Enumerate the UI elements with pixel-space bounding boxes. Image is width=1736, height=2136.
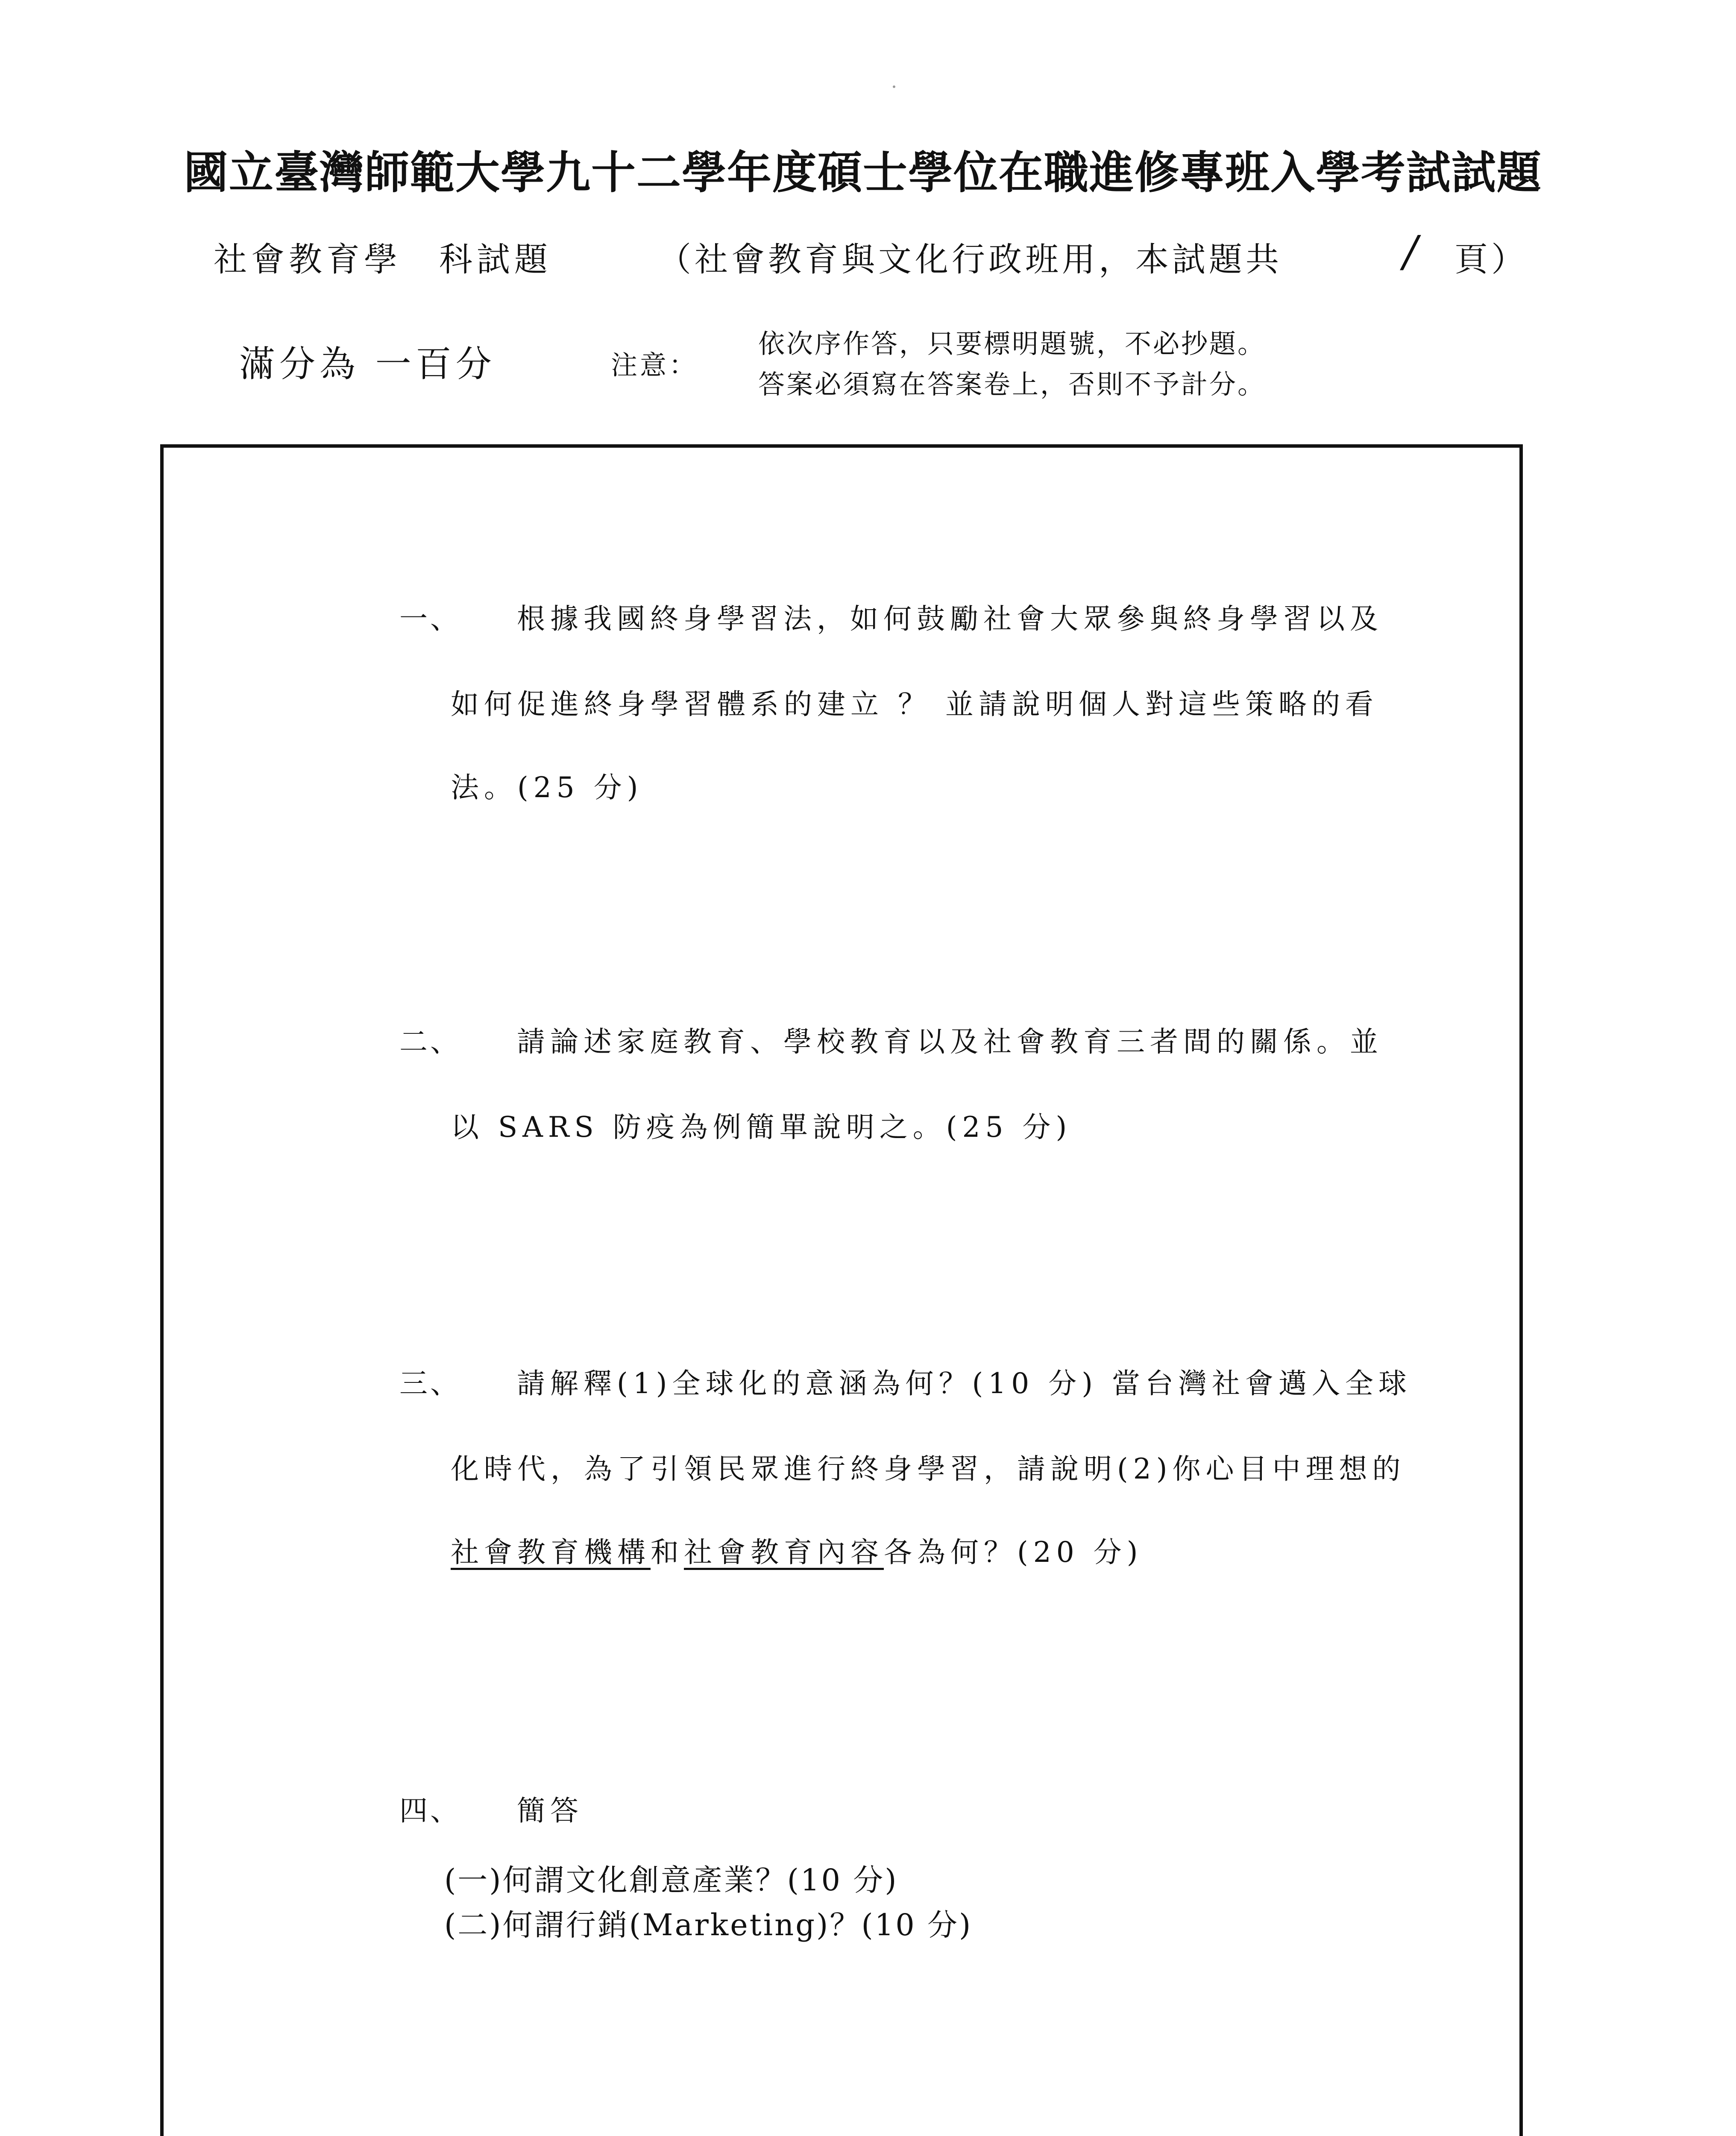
page-suffix: 頁） <box>1454 241 1528 279</box>
note-label: 注意： <box>611 349 698 381</box>
note-line-2: 答案必須寫在答案卷上，否則不予計分。 <box>758 369 1266 400</box>
usage-line: （社會教育與文化行政班用，本試題共 <box>658 241 1283 279</box>
question-3-rest: 各為何？(20 分) <box>884 1536 1143 1569</box>
underlined-institution: 社會教育機構 <box>451 1536 651 1569</box>
note-line-1: 依次序作答，只要標明題號，不必抄題。 <box>758 328 1266 359</box>
question-4-heading: 簡答 <box>517 1794 584 1827</box>
question-1-number: 一、 <box>399 602 461 635</box>
question-4-subitem-1: (一)何謂文化創意產業？(10 分) <box>444 1863 898 1898</box>
question-4-number: 四、 <box>399 1794 461 1827</box>
exam-title: 國立臺灣師範大學九十二學年度碩士學位在職進修專班入學考試試題 <box>184 146 1542 199</box>
question-1-line-3: 法。(25 分) <box>451 771 643 804</box>
underlined-content: 社會教育內容 <box>684 1536 884 1569</box>
subject-line: 社會教育學 科試題 <box>214 241 552 279</box>
question-4-subitem-2: (二)何謂行銷(Marketing)？(10 分) <box>444 1907 973 1942</box>
question-1-line-2: 如何促進終身學習體系的建立 ？ 並請說明個人對這些策略的看 <box>451 688 1378 721</box>
question-3-line-1: 請解釋(1)全球化的意涵為何？(10 分) 當台灣社會邁入全球 <box>517 1367 1412 1400</box>
scan-speck <box>893 85 895 88</box>
page-count: / <box>1403 226 1418 276</box>
question-1-line-1: 根據我國終身學習法，如何鼓勵社會大眾參與終身學習以及 <box>517 602 1383 635</box>
question-2-line-2: 以 SARS 防疫為例簡單說明之。(25 分) <box>451 1111 1072 1144</box>
question-3-line-3 <box>451 1529 1143 1570</box>
question-2-line-1: 請論述家庭教育、學校教育以及社會教育三者間的關係。並 <box>517 1025 1383 1058</box>
full-score: 滿分為 一百分 <box>239 343 496 385</box>
question-3-line-2: 化時代，為了引領民眾進行終身學習，請說明(2)你心目中理想的 <box>451 1452 1406 1485</box>
connector-text: 和 <box>651 1536 684 1569</box>
question-2-number: 二、 <box>399 1025 461 1058</box>
question-3-number: 三、 <box>399 1367 461 1400</box>
